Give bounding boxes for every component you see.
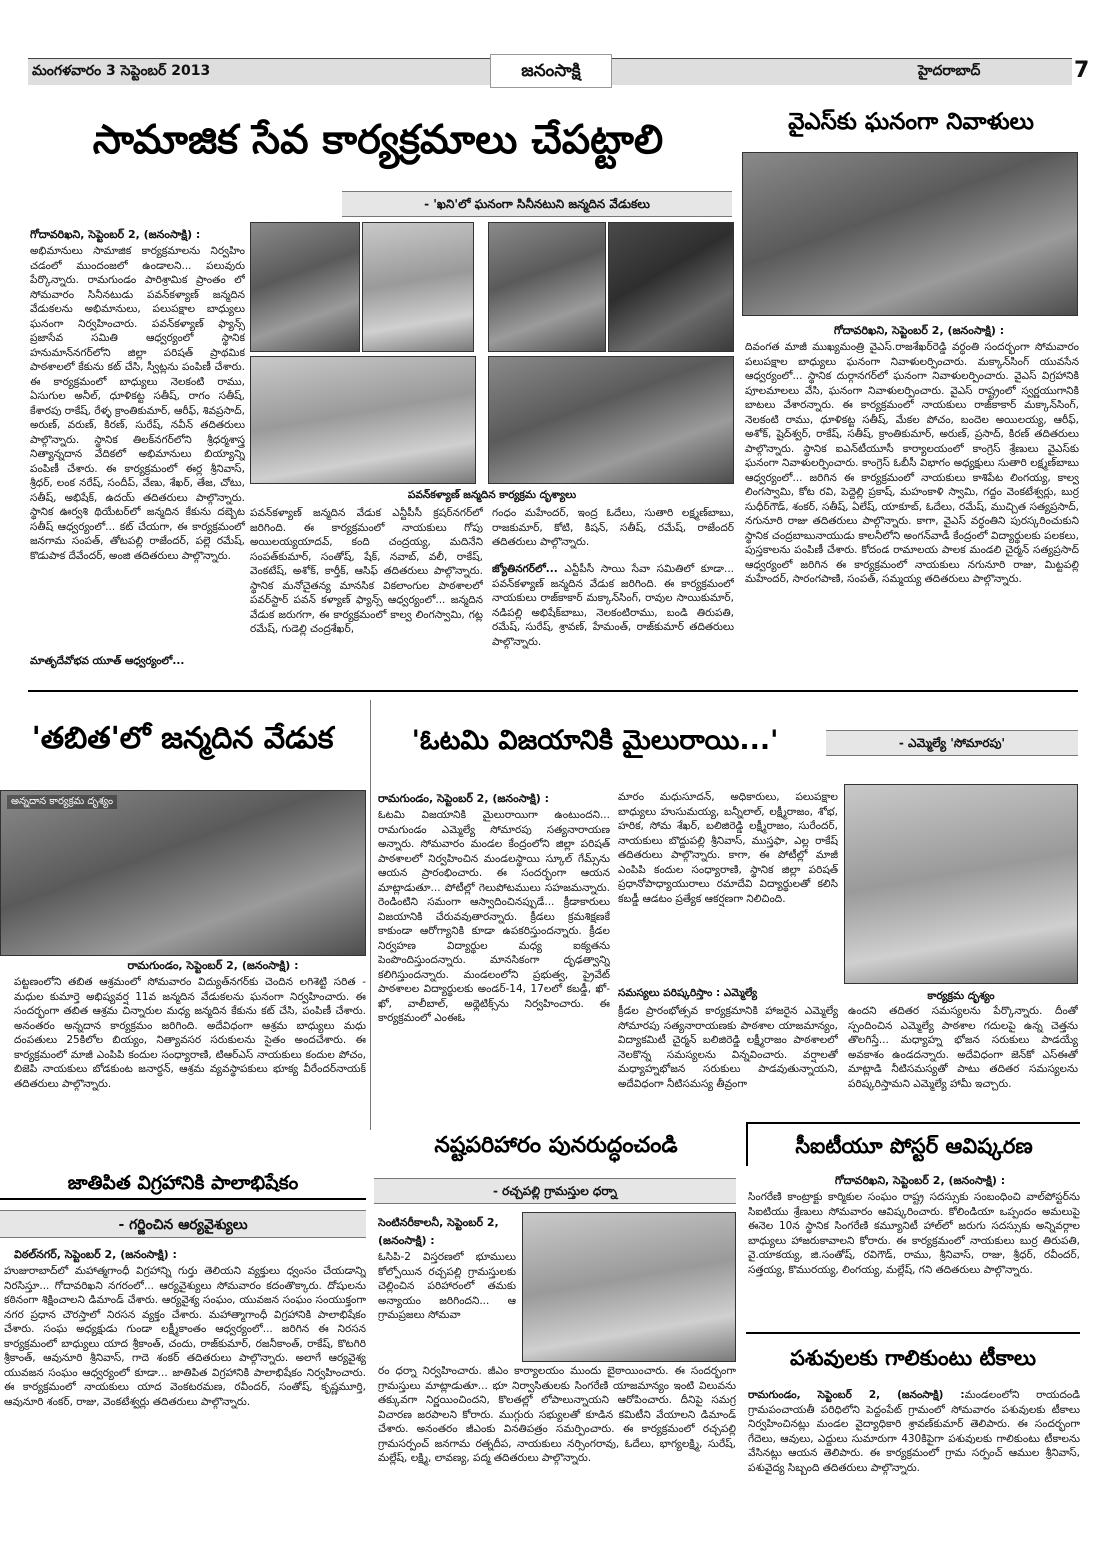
tabitha-body: పట్టణంలోని తబిత ఆశ్రమంలో సోమవారం విద్యుత్‌నగర్‌కు చెందిన లగిశెట్టి సరిత - మధుల కుమార్తె అభిష్యవర్ష 11వ జన్మదిన వేడుకలను ఘనంగా నిర్వహించారు. ఈ సందర్భంగా తబిత ఆశ్రమ చిన్నారుల మధ్య జన్మదిన కేకును కట్ చేసి, పంపిణీ చేశారు. అనంతరం అన్నదాన కార్యక్రమం జరిగింది. అదేవిధంగా ఆశ్రమ బాధ్యులు మధు దంపతులు 25కిలోల బియ్యం, నిత్యావసర సరుకులను సైతం అందచేశారు. ఈ కార్యక్రమంలో మాజీ ఎంపిపి కందుల సంధ్యారాణి, టిఆర్ఎస్ నాయకులు కందుల పోచం, బిజెపి నాయకులు బోడకుంట జనార్ధన్, ఆశ్రమ వ్యవస్థాపకులు భూక్య వీరేందర్‌నాయక్ తదితరులు పాల్గొన్నారు. (14, 976, 366, 1090)
page-number: 7 (1074, 58, 1090, 83)
main-col1-tail: మాతృదేవోభవ యూత్ ఆధ్వర్యంలో... (30, 655, 185, 667)
issue-date: మంగళవారం 3 సెప్టెంబర్ 2013 (32, 63, 211, 79)
tabitha-photo (0, 790, 366, 956)
ys-headline: వైఎస్‌కు ఘనంగా నివాళులు (788, 109, 1034, 135)
gandhi-headline: జాతిపిత విగ్రహానికి పాలాభిషేకం (0, 1166, 366, 1200)
main-kicker: - 'ఖని'లో ఘనంగా సినీనటుని జన్మదిన వేడుకలు (342, 191, 732, 217)
main-col1-text: అభిమానులు సామాజిక కార్యక్రమాలను నిర్వహిం చడంలో ముందంజలో ఉండాలని... పలువురు పేర్కొన్నారు. రామగుండం పారిశ్రామిక ప్రాంతం లో సోమవారం సినీనటుడు పవన్‌కళ్యాణ్ జన్మదిన వేడుకలను అభిమానులు, పలుపక్షాల బాధ్యులు ఘనంగా నిర్వహించారు. పవన్‌కళ్యాణ్ ఫ్యాన్స్ ప్రజాసేవ సమితి ఆధ్వర్యంలో స్థానిక హనుమాన్‌నగర్‌లోని జిల్లా పరిషత్ ప్రాథమిక పాఠశాలలో కేకును కట్ చేసి, స్వీట్లను పంపిణీ చేశారు. ఈ కార్యక్రమంలో బాధ్యులు నెలకంటి రాము, ఏసుగుల అనీల్, ధూళికట్ట సతీష్, రాగం సతీష్, కేశారపు రాకేష్, రేళ్ళ క్రాంతికుమార్, ఆరీఫ్, శివప్రసాద్, అరుణ్, వరుణ్, కిరణ్, సురేష్, నవీన్ తదితరులు పాల్గొన్నారు. స్థానిక తిలక్‌నగర్‌లోని శ్రీధర్మశాస్త్ర నిత్యాన్నదాన వేదికలో అభిమానులు బియ్యాన్ని పంపిణీ చేశారు. ఈ కార్యక్రమంలో ఈర్ల శ్రీనివాస్, శ్రీధర్, లంక నరేష్, సందీప్, వేణు, శేఖర్, తేజ, చోటు, సతీష్, అభిషేక్, ఉదయ్ తదితరులు పాల్గొన్నారు. స్థానిక ఊర్వశి థియేటర్‌లో జన్మదిన కేకును దబ్బెట సతీష్ ఆధ్వర్యంలో... కట్ చేయగా, ఈ కార్యక్రమంలో జనగామ సంపత్, తోటపల్లి రాజేందర్, పల్లె రమేష్, కొడుపాక దేవేందర్, అంజి తదితరులు పాల్గొన్నారు. (30, 245, 245, 562)
nashta-photo (522, 1212, 736, 1362)
ys-photo (742, 152, 1078, 316)
nashta-kicker: - రచ్చపల్లి గ్రామస్తుల ధర్నా (374, 1178, 736, 1204)
otami-dateline: రామగుండం, సెప్టెంబర్ 2, (జనంసాక్షి) : (378, 792, 550, 805)
nashta-dateline: సెంటినరీకాలనీ, సెప్టెంబర్ 2, (జనంసాక్షి) : (378, 1216, 499, 1247)
citu-body: సింగరేణి కాంట్రాక్టు కార్మికుల సంఘం రాష్ట్ర సదస్సుకు సంబంధించి వాల్‌పోస్టర్‌ను సిఐటియు శ్రేణులు సోమవారం ఆవిష్కరించారు. కోలిండియా ఒప్పందం అమలుపై ఈనెల 10న స్థానిక సింగరేణి కమ్యూనిటీ హాల్‌లో జరుగు సదస్సుకు అన్నివర్గాల బాధ్యులు హాజరుకావాలని కోరారు. ఈ కార్యక్రమంలో నాయకులు బుర్ర తిరుపతి, వై.యాకయ్య, జి.సంతోష్, రవిగౌడ్, రాము, శ్రీనివాస్, రాజు, శ్రీధర్, రవీందర్, సత్తయ్య, కొమురయ్య, లింగయ్య, మల్లేష్, గని తదితరులు పాల్గొన్నారు. (748, 1191, 1080, 1276)
otami-headline: 'ఓటమి విజయానికి మైలురాయి...' (411, 725, 779, 756)
main-col3-lead: జ్యోతినగర్‌లో... (492, 563, 558, 575)
nashta-headline: నష్టపరిహారం పునరుద్ధంచండి (434, 1133, 678, 1158)
citu-headline: సీఐటీయూ పోస్టర్ ఆవిష్కరణ (746, 1122, 1080, 1166)
otami-col1-text: ఓటమి విజయానికి మైలురాయిగా ఉంటుందని... రామగుండం ఎమ్మెల్యే సోమారపు సత్యనారాయణ అన్నారు. సోమవారం మండల కేంద్రంలోని జిల్లా పరిషత్ పాఠశాలలో నిర్వహించిన మండలస్థాయి స్కూల్ గేమ్స్‌ను ఆయన ప్రారంభించారు. ఈ సందర్భంగా ఆయన మాట్లాడుతూ... పోటీల్లో గెలుపోటములు సహజమన్నారు. రెండింటిని సమంగా ఆస్వాదించినప్పుడే... క్రీడాకారులు విజయానికి చేరువవుతారన్నారు. క్రీడలు క్రమశిక్షణకే కాకుండా ఆరోగ్యానికి కూడా ఉపకరిస్తుందన్నారు. క్రీడల నిర్వహణ విద్యార్థుల మధ్య ఐక్యతను పెంపొందిస్తుందన్నారు. మానసికంగా దృఢత్వాన్ని కలిగిస్తుందన్నారు. మండలంలోని ప్రభుత్వ, ప్రైవేట్ పాఠశాలల విద్యార్థులకు అండర్-14, 17లలో కబడ్డీ, ఖో-ఖో, వాలీబాల్, అథ్లెటిక్స్‌ను నిర్వహించారు. ఈ కార్యక్రమంలో ఎంఈఓ (378, 809, 610, 1024)
newspaper-logo: జనంసాక్షి (490, 54, 612, 88)
pashu-body: మండలంలోని రాయదండి గ్రామపంచాయతీ పరిధిలోని పెద్దంపేట్ గ్రామంలో సోమవారం పశువులకు టీకాలు నిర్వహించినట్లు మండల వైద్యాధికారి శ్రావణ్‌కుమార్ తెలిపారు. ఈ సందర్భంగా గేదెలు, ఆవులు, ఎద్దులు సుమారుగా 430కిపైగా పశువులకు గాలికుంటు టీకాలను వేసినట్లు ఆయన తెలిపారు. ఈ కార్యక్రమంలో గ్రామ సర్పంచ్ ఆముల శ్రీనివాస్, పశువైద్య సిబ్బంది తదితరులు పాల్గొన్నారు. (748, 1389, 1080, 1474)
main-photo-caption: పవన్‌కళ్యాణ్ జన్మదిన కార్యక్రమ దృశ్యాలు (407, 489, 577, 501)
tabitha-headline: 'తబిత'లో జన్మదిన వేడుక (31, 721, 334, 756)
masthead (0, 0, 1100, 100)
otami-col2-lead: సమస్యలు పరిష్కరిస్తాం : ఎమ్మెల్యే (618, 987, 758, 999)
otami-col2b-text: క్రీడల ప్రారంభోత్సవ కార్యక్రమానికి హాజరైన ఎమ్మెల్యే సోమారపు సత్యనారాయణకు పాఠశాల యాజమాన్యం, విద్యాకమిటీ చైర్మన్ బలిజిరెడ్డి లక్ష్మీరాజం పాఠశాలలో నెలకొన్న సమస్యలను విన్నవించారు. వర్షాలతో మధ్యాహ్నభోజన సరుకులు పాడవుతున్నాయని, అదేవిధంగా నీటిసమస్య తీవ్రంగా (618, 1005, 838, 1090)
nashta-body: రం ధర్నా నిర్వహించారు. జీఎం కార్యాలయం ముందు బైఠాయించారు. ఈ సందర్భంగా గ్రామస్తులు మాట్లాడుతూ... భూ నిర్వాసితులకు సింగరేణి యాజమాన్యం ఇంటి విలువను తక్కువగా నిర్ణయించిందని, కొలతల్లో లోపాలున్నాయని ఆరోపించారు. దీనిపై సమగ్ర విచారణ జరపాలని కోరారు. ముగ్గురు సభ్యులతో కూడిన కమిటీని వేయాలని డిమాండ్ చేశారు. అనంతరం జీఎంకు వినతిపత్రం సమర్పించారు. ఈ కార్యక్రమంలో రచ్చపల్లి గ్రామసర్పంచ్ జనగామ రత్నదీప, నాయకులు నర్సింగరావు, ఓదేలు, భాగ్యలక్ష్మి, సురేష్, మల్లేష్, లక్ష్మి, లావణ్య, పద్మ తదితరులు పాల్గొన్నారు. (378, 1365, 736, 1464)
main-photo-6 (488, 356, 734, 484)
column-rule (370, 700, 371, 1130)
main-col2-text: పవన్‌కళ్యాణ్ జన్మదిన వేడుక ఎన్టీపీసీ క్రషర్‌నగర్‌లో జరిగింది. ఈ కార్యక్రమంలో నాయకులు గోపు అయిలయ్యయాదవ్, కంది చంద్రయ్య, మదినేని సంపత్‌కుమార్, సంతోష్, షేక్, నవాబ్, వలీ, రాకేష్, వెంకటేష్, అశోక్, కార్తీక్, ఆసిఫ్ తదితరులు పాల్గొన్నారు. స్థానిక మనోచైతన్య మానసిక వికలాంగుల పాఠశాలలో పవర్‌స్టార్ పవన్ కళ్యాణ్ ఫ్యాన్స్ ఆధ్వర్యంలో... జన్మదిన వేడుక జరుగగా, ఈ కార్యక్రమంలో కాల్వ లింగస్వామి, గట్ల రమేష్, గుడెల్లి చంద్రశేఖర్, (250, 507, 483, 635)
otami-photo-caption: కార్యక్రమ దృశ్యం (927, 990, 995, 1002)
gandhi-kicker: - గర్జించిన ఆర్యవైశ్యులు (0, 1210, 366, 1238)
main-photo-3 (488, 222, 606, 352)
tabitha-photo-label: అన్నదాన కార్యక్రమ దృశ్యం (7, 795, 117, 809)
tabitha-dateline: రామగుండం, సెప్టెంబర్ 2, (జనంసాక్షి) : (127, 959, 299, 972)
ys-body: దివంగత మాజీ ముఖ్యమంత్రి వైఎస్.రాజశేఖర్‌రెడ్డి వర్ధంతి సందర్భంగా సోమవారం పలుపక్షాల బాధ్యులు ఘనంగా నివాళులర్పించారు. మక్కాన్‌సింగ్ యువసేన ఆధ్వర్యంలో... స్థానిక దుర్గానగర్‌లో ఘనంగా నివాళులర్పించారు. వైఎస్ విగ్రహానికి పూలమాలలు వేసి, ఘనంగా నివాళులర్పించారు. వైఎస్ రాష్ట్రంలో స్వర్ణయుగానికి బాటలు వేశారన్నారు. ఈ కార్యక్రమంలో నాయకులు రాజ్‌కాకార్ మక్కాన్‌సింగ్, నెలకంటి రాము, ధూళికట్ట సతీష్, మేకల పోచం, బందెల అయిలయ్య, ఆరీఫ్, అశోక్, షైద్‌శ్వర్, రాకేష్, సతీష్, క్రాంతికుమార్, అరుణ్, ప్రసాద్, కిరణ్ తదితరులు పాల్గొన్నారు. స్థానిక ఐఎన్‌టీయూసీ కార్యాలయంలో కాంగ్రెస్ శ్రేణులు వైఎస్‌కు ఘనంగా నివాళులర్పించారు. కాంగ్రెస్ ఓబీసీ విభాగం అధ్యక్షులు సుతారి లక్ష్మణ్‌బాబు ఆధ్వర్యంలో... జరిగిన ఈ కార్యక్రమంలో నాయకులు కాశిపేట లింగయ్య, కాల్వ లింగస్వామి, కోట రవి, పెద్దెల్లి ప్రకాష్, మహంకాళి స్వామి, గద్దం వెంకటేశ్వర్లు, బుర్ర సుధీర్‌గౌడ్, శంకర్, సతీష్, ఏలేష్, యాకూబ్, ఓదేలు, రమేష్, ముచ్చిత సత్యప్రసాద్, నగునూరి రాజు తదితరులు పాల్గొన్నారు. కాగా, వైఎస్ వర్ధంతిని పురస్కరించుకుని స్థానిక చంద్రబాబునాయుడు కాలనీలోని అంగన్‌వాడీ కేంద్రంలో విద్యార్థులకు పలకలు, పుస్తకాలను పంపిణీ చేశారు. కోదండ రామాలయ పాలక మండలి చైర్మన్ సత్యప్రసాద్ ఆధ్వర్యంలో జరిగిన ఈ కార్యక్రమంలో నాయకులు నగునూరి రాజు, మిట్టపల్లి మహేందర్, సారంగపాణి, సంపత్, సమ్మయ్య తదితరులు పాల్గొన్నారు. (745, 341, 1079, 585)
citu-dateline: గోదావరిఖని, సెప్టెంబర్ 2, (జనంసాక్షి) : (834, 1174, 1006, 1187)
main-dateline: గోదావరిఖని, సెప్టెంబర్ 2, (జనంసాక్షి) : (30, 228, 201, 241)
gandhi-dateline: విఠల్‌నగర్, సెప్టెంబర్ 2, (జనంసాక్షి) : (14, 1248, 177, 1261)
main-photo-1 (250, 222, 360, 352)
otami-kicker: - ఎమ్మెల్యే 'సోమారపు' (826, 730, 1078, 756)
main-photo-5 (250, 356, 476, 484)
main-photo-4 (608, 222, 734, 352)
pashu-headline: పశువులకు గాలికుంటు టీకాలు (746, 1332, 1080, 1380)
main-col3b-text: ఎన్టీపీసీ సాయి సేవా సమితిలో కూడా... పవన్‌కళ్యాణ్ జన్మదిన వేడుక జరిగింది. ఈ కార్యక్రమంలో నాయకులు రాజ్‌కాకార్ మక్కాన్‌సింగ్, రావుల సాయికుమార్, నడిపల్లి అభిషేక్‌బాబు, నెలకంటిరాము, బండి తిరుపతి, రమేష్, సురేష్, శ్రావణ్, హేమంత్, రాజ్‌కుమార్ తదితరులు పాల్గొన్నారు. (492, 563, 734, 648)
ys-dateline: గోదావరిఖని, సెప్టెంబర్ 2, (జనంసాక్షి) : (833, 324, 1005, 337)
main-col3-text: గంధం మహేందర్, ఇంద్ర ఓదేలు, సుతారి లక్ష్మణ్‌బాబు, రాజకుమార్, కోటి, కిషన్, సతీష్, రమేష్, రాజేందర్ తదితరులు పాల్గొన్నారు. (492, 507, 734, 548)
section-divider-1 (28, 690, 1078, 692)
nashta-lead-text: ఓసిపి-2 విస్తరణలో భూములు కోల్పోయిన రచ్చపల్లి గ్రామస్తులకు చెల్లించిన పరిహారంలో తమకు అన్యాయం జరిగిందని... ఆ గ్రామప్రజలు సోమవా (378, 1251, 516, 1321)
main-photo-2 (362, 222, 474, 352)
main-col3b (492, 562, 734, 684)
otami-col2-text: మారం మధుసూదన్, అధికారులు, పలుపక్షాల బాధ్యులు హుసుమయ్య, బన్నీలాల్, లక్ష్మీరాజం, శోభ, హరిక, సోమ శేఖర్, బలిజిరెడ్డి లక్ష్మీరాజం, సురేందర్, నాయకులు బొద్దుపల్లి శ్రీనివాస్, ముస్తఫా, ఎల్ల రాకేష్ తదితరులు పాల్గొన్నారు. కాగా, ఈ పోటీల్లో మాజీ ఎంపిపి కందుల సంధ్యారాణి, స్థానిక జిల్లా పరిషత్ ప్రధానోపాధ్యాయురాలు రమాదేవి విద్యార్థులతో కలిసి కబడ్డీ ఆడటం ప్రత్యేక ఆకర్షణగా నిలిచింది. (618, 791, 838, 905)
pashu-dateline: రామగుండం, సెప్టెంబర్ 2, (జనంసాక్షి) : (748, 1389, 965, 1401)
otami-col3-text: ఉందని తదితర సమస్యలను పేర్కొన్నారు. దీంతో స్పందించిన ఎమ్మెల్యే పాఠశాల గదులపై ఉన్న చెత్తను తొలగిస్తే... మధ్యాహ్న భోజన సరుకులు పాడయ్యే అవకాశం ఉండదన్నారు. అదేవిధంగా జెన్‌కో ఎస్ఈతో మాట్లాడి నీటిసమస్యతో పాటు తదితర సమస్యలను పరిష్కరిస్తామని ఎమ్మెల్యే హామీ ఇచ్చారు. (848, 1005, 1078, 1090)
main-headline: సామాజిక సేవ కార్యక్రమాలు చేపట్టాలి (92, 117, 664, 163)
edition-city: హైదరాబాద్ (918, 63, 981, 79)
pashu-text (748, 1388, 1080, 1542)
gandhi-body: హుజురాబాద్‌లో మహాత్మగాంధీ విగ్రహాన్ని గుర్తు తెలియని వ్యక్తులు ధ్వంసం చేయడాన్ని నిరసిస్తూ... గోదావరిఖని నగరంలో... ఆర్యవైశ్యులు సోమవారం కదంతొక్కారు. దోషులను కఠినంగా శిక్షించాలని డిమాండ్ చేశారు. ఆర్యవైశ్య సంఘం, యువజన సంఘం సంయుక్తంగా నగర ప్రధాన చౌరస్తాలో నిరసన వ్యక్తం చేశారు. మహాత్మాగాంధీ విగ్రహానికి పాలాభిషేకం చేశారు. సంఘ అధ్యక్షుడు గుండా లక్ష్మీకాంతం ఆధ్వర్యంలో... జరిగిన ఈ నిరసన కార్యక్రమంలో బాధ్యులు యాద శ్రీకాంత్, చందు, రాజ్‌కుమార్, రజనీకాంత్, రాకేష్, కొటగిరి శ్రీకాంత్, ఆవునూరి శ్రీనివాస్, గాదె శంకర్ తదితరులు పాల్గొన్నారు. అలాగే ఆర్యవైశ్య యువజన సంఘం ఆధ్వర్యంలో కూడా... జాతిపిత విగ్రహానికి పాలాభిషేకం నిర్వహించారు. ఈ కార్యక్రమంలో నాయకులు యాద వెంకటరమణ, రవీందర్, సంతోష్, కృష్ణమూర్తి, ఆవునూరి శంకర్, రాజు, వెంకటేశ్వర్లు తదితరులు పాల్గొన్నారు. (4, 1265, 366, 1408)
otami-photo (844, 784, 1078, 984)
